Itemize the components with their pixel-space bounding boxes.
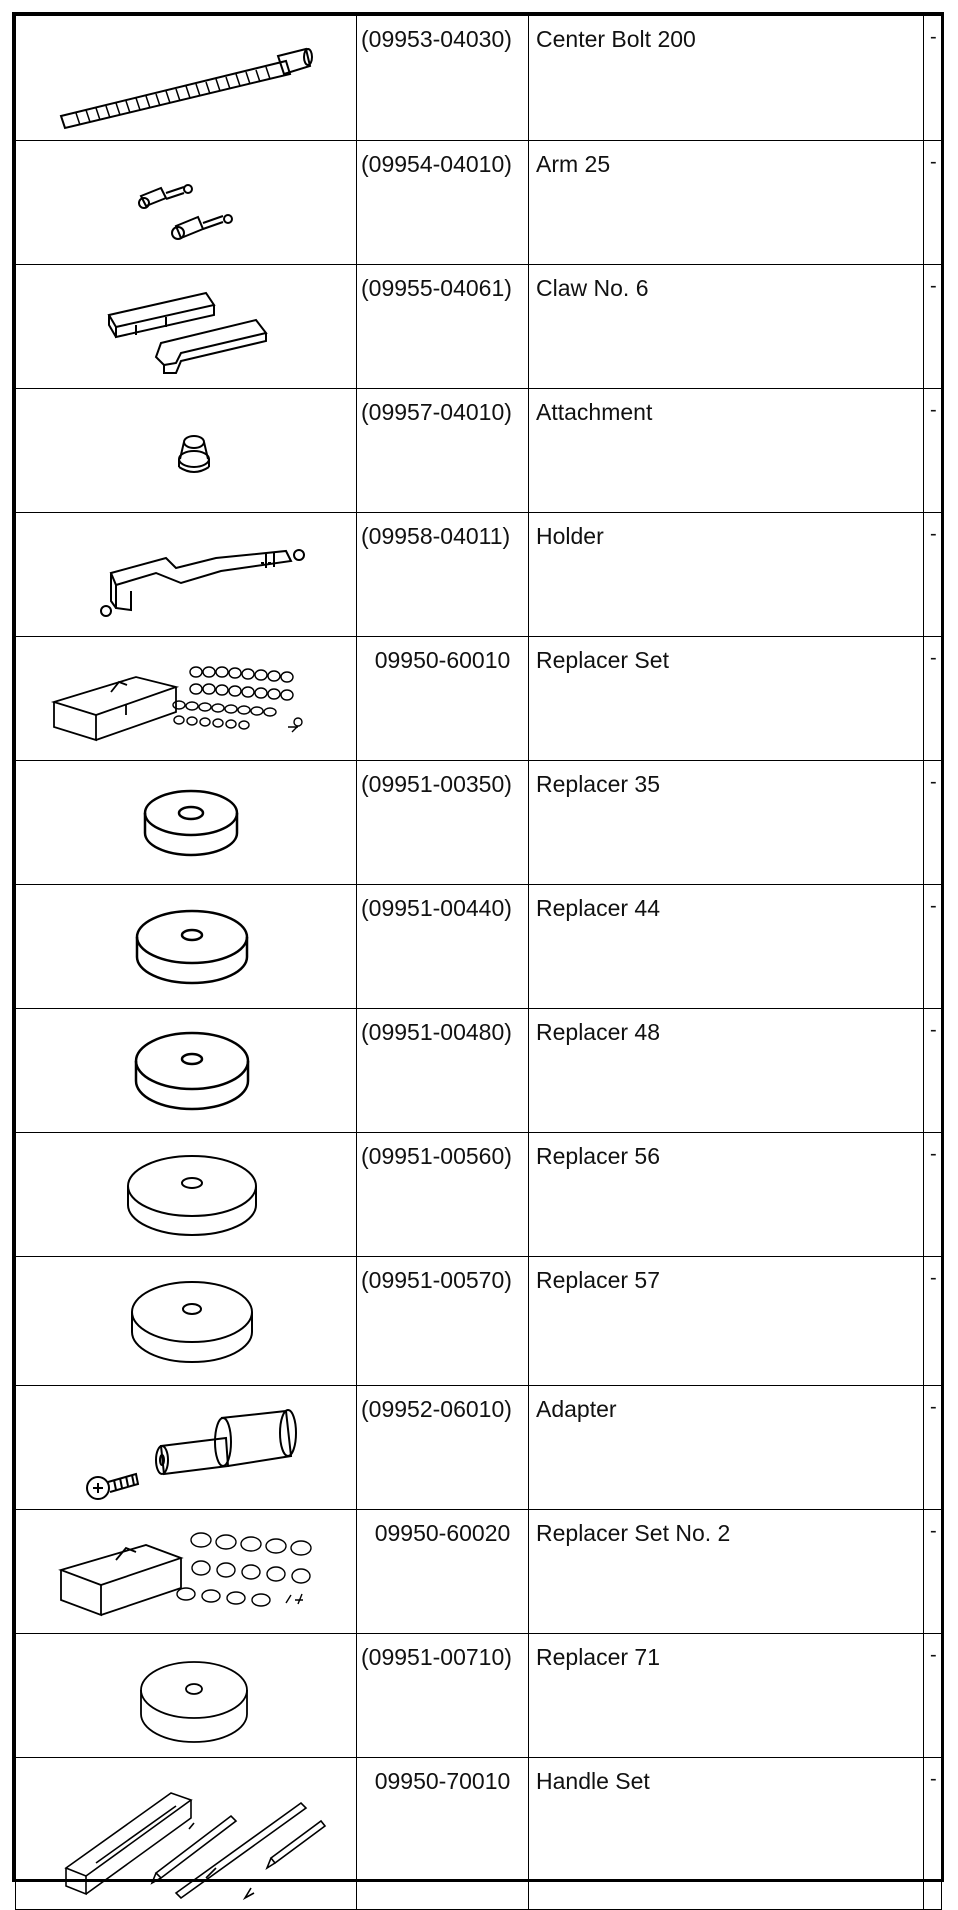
part-number-cell <box>357 1510 529 1634</box>
illustration-cell <box>16 1009 357 1133</box>
table-row <box>16 16 942 141</box>
part-name-cell <box>529 1510 924 1634</box>
mark: - <box>930 771 937 793</box>
mark-cell <box>924 389 942 513</box>
adapter-icon <box>16 1386 357 1509</box>
part-number: (09951-00560) <box>361 1143 512 1169</box>
part-number: (09954-04010) <box>361 151 512 177</box>
mark: - <box>930 523 937 545</box>
replacer-disc-icon <box>16 1009 357 1132</box>
part-name: Center Bolt 200 <box>536 26 696 52</box>
part-number-cell <box>357 1009 529 1133</box>
part-number-cell <box>357 1386 529 1510</box>
arm-pair-icon <box>16 141 357 264</box>
mark: - <box>930 1267 937 1289</box>
part-number: (09955-04061) <box>361 275 512 301</box>
mark: - <box>930 151 937 173</box>
illustration-cell <box>16 1133 357 1257</box>
part-name-cell <box>529 761 924 885</box>
table-row <box>16 1386 942 1510</box>
part-number-cell <box>357 1758 529 1910</box>
table-row <box>16 1133 942 1257</box>
illustration-cell <box>16 885 357 1009</box>
part-number: (09951-00570) <box>361 1267 512 1293</box>
part-number: 09950-60010 <box>374 647 511 673</box>
illustration-cell <box>16 513 357 637</box>
part-number: 09950-60020 <box>374 1520 511 1546</box>
table-row <box>16 637 942 761</box>
mark: - <box>930 1019 937 1041</box>
mark-cell <box>924 265 942 389</box>
part-number-cell <box>357 16 529 141</box>
part-number: (09953-04030) <box>361 26 512 52</box>
illustration-cell <box>16 1510 357 1634</box>
table-row <box>16 885 942 1009</box>
mark: - <box>930 647 937 669</box>
table-row <box>16 389 942 513</box>
part-name-cell <box>529 1257 924 1386</box>
mark-cell <box>924 637 942 761</box>
mark-cell <box>924 1133 942 1257</box>
part-name: Replacer Set No. 2 <box>536 1520 731 1546</box>
table-row <box>16 1257 942 1386</box>
part-name: Replacer 35 <box>536 771 661 797</box>
mark-cell <box>924 1758 942 1910</box>
part-number: 09950-70010 <box>374 1768 511 1794</box>
mark: - <box>930 399 937 421</box>
mark-cell <box>924 761 942 885</box>
replacer-disc-icon <box>16 1133 357 1256</box>
part-number: (09951-00480) <box>361 1019 512 1045</box>
part-name-cell <box>529 513 924 637</box>
parts-table-frame <box>12 12 944 1882</box>
mark: - <box>930 1644 937 1666</box>
part-name: Replacer 56 <box>536 1143 661 1169</box>
center-bolt-icon <box>16 16 357 140</box>
part-number: (09951-00710) <box>361 1644 512 1670</box>
part-number-cell <box>357 637 529 761</box>
part-number-cell <box>357 885 529 1009</box>
illustration-cell <box>16 1257 357 1386</box>
part-name-cell <box>529 141 924 265</box>
illustration-cell <box>16 1634 357 1758</box>
replacer-set-icon <box>16 637 357 760</box>
mark: - <box>930 1396 937 1418</box>
part-name: Attachment <box>536 399 653 425</box>
part-name: Replacer 57 <box>536 1267 661 1293</box>
table-row <box>16 513 942 637</box>
part-name-cell <box>529 1009 924 1133</box>
handle-set-icon <box>16 1758 357 1908</box>
mark-cell <box>924 1257 942 1386</box>
mark: - <box>930 895 937 917</box>
part-name: Replacer Set <box>536 647 669 673</box>
part-name-cell <box>529 389 924 513</box>
mark-cell <box>924 141 942 265</box>
part-name: Holder <box>536 523 604 549</box>
replacer-disc-icon <box>16 1257 357 1385</box>
mark: - <box>930 1143 937 1165</box>
illustration-cell <box>16 141 357 265</box>
illustration-cell <box>16 1386 357 1510</box>
part-name: Replacer 48 <box>536 1019 661 1045</box>
part-name-cell <box>529 637 924 761</box>
mark-cell <box>924 1009 942 1133</box>
table-row <box>16 141 942 265</box>
replacer-set-icon <box>16 1510 357 1633</box>
table-row <box>16 1510 942 1634</box>
part-name-cell <box>529 1386 924 1510</box>
part-name: Adapter <box>536 1396 617 1422</box>
table-row <box>16 761 942 885</box>
part-name-cell <box>529 885 924 1009</box>
part-name-cell <box>529 265 924 389</box>
part-number-cell <box>357 389 529 513</box>
part-name: Arm 25 <box>536 151 611 177</box>
mark: - <box>930 1768 937 1790</box>
part-number-cell <box>357 141 529 265</box>
table-row <box>16 1634 942 1758</box>
table-row <box>16 1009 942 1133</box>
mark: - <box>930 26 937 48</box>
mark: - <box>930 1520 937 1542</box>
table-row <box>16 265 942 389</box>
mark: - <box>930 275 937 297</box>
mark-cell <box>924 1634 942 1758</box>
part-number-cell <box>357 1133 529 1257</box>
illustration-cell <box>16 265 357 389</box>
part-number: (09951-00440) <box>361 895 512 921</box>
part-name-cell <box>529 1758 924 1910</box>
part-number-cell <box>357 1634 529 1758</box>
mark-cell <box>924 1510 942 1634</box>
attachment-icon <box>16 389 357 512</box>
table-row <box>16 1758 942 1910</box>
part-name: Claw No. 6 <box>536 275 649 301</box>
replacer-disc-icon <box>16 761 357 884</box>
part-number-cell <box>357 761 529 885</box>
mark-cell <box>924 16 942 141</box>
part-name: Replacer 44 <box>536 895 661 921</box>
part-number: (09958-04011) <box>361 523 511 549</box>
mark-cell <box>924 1386 942 1510</box>
illustration-cell <box>16 16 357 141</box>
part-number-cell <box>357 265 529 389</box>
part-number: (09957-04010) <box>361 399 512 425</box>
replacer-disc-icon <box>16 885 357 1008</box>
part-name: Replacer 71 <box>536 1644 661 1670</box>
replacer-disc-icon <box>16 1634 357 1757</box>
illustration-cell <box>16 1758 357 1910</box>
part-name-cell <box>529 1133 924 1257</box>
illustration-cell <box>16 761 357 885</box>
mark-cell <box>924 513 942 637</box>
part-name-cell <box>529 16 924 141</box>
part-number-cell <box>357 1257 529 1386</box>
holder-icon <box>16 513 357 636</box>
mark-cell <box>924 885 942 1009</box>
claw-pair-icon <box>16 265 357 388</box>
part-number: (09951-00350) <box>361 771 512 797</box>
illustration-cell <box>16 389 357 513</box>
illustration-cell <box>16 637 357 761</box>
parts-table <box>15 15 942 1910</box>
part-name-cell <box>529 1634 924 1758</box>
part-number: (09952-06010) <box>361 1396 512 1422</box>
part-number-cell <box>357 513 529 637</box>
part-name: Handle Set <box>536 1768 650 1794</box>
